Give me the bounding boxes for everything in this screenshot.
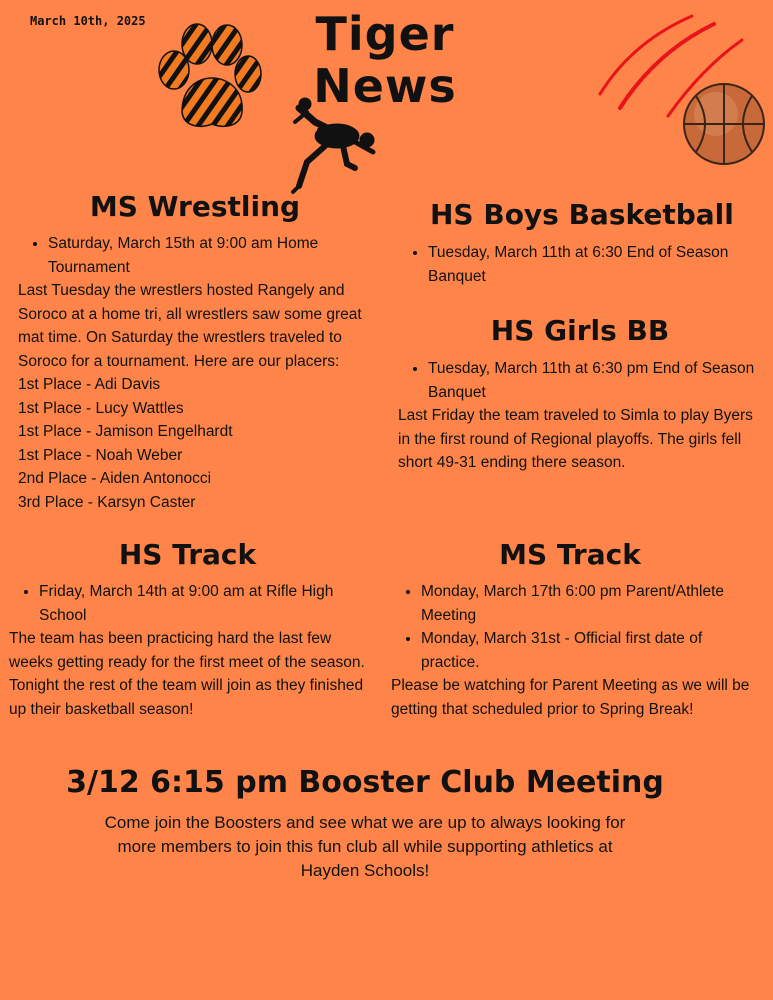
booster-paragraph: Come join the Boosters and see what we are up to always looking for more members to join this fun club all while supporting athletics at Hayden Schools! (104, 813, 626, 880)
wrestlers-icon (285, 92, 385, 200)
ms-wrestling-paragraph: Last Tuesday the wrestlers hosted Rangely and Soroco at a home tri, all wrestlers saw some great mat time. On Saturday the wrestlers traveled to Soroco for a tournament. Here are our placers: (18, 282, 362, 370)
ms-track-paragraph: Please be watching for Parent Meeting as we will be getting that scheduled prior to Spring Break! (391, 677, 750, 718)
ms-track-section (391, 580, 756, 721)
placer-item: 3rd Place - Karsyn Caster (18, 493, 196, 511)
hs-girls-bb-paragraph: Last Friday the team traveled to Simla to play Byers in the first round of Regional playoffs. The girls fell short 49-31 ending there season. (398, 407, 753, 471)
ms-wrestling-section (18, 232, 368, 514)
newsletter-date: March 10th, 2025 (30, 14, 146, 28)
list-item: • Tuesday, March 11th at 6:30 pm End of Season Banquet (428, 357, 760, 404)
booster-heading: 3/12 6:15 pm Booster Club Meeting (66, 765, 664, 800)
placer-item: 1st Place - Jamison Engelhardt (18, 423, 233, 440)
tiger-paw-icon (152, 20, 262, 132)
hs-track-paragraph: The team has been practicing hard the last few weeks getting ready for the first meet of the season. Tonight the rest of the team will join as they finished up their basketball season! (9, 630, 365, 718)
placer-item: 1st Place - Adi Davis (18, 376, 161, 393)
placer-item: 1st Place - Noah Weber (18, 446, 183, 464)
list-item: • Monday, March 31st - Official first date of practice. (421, 627, 756, 674)
hs-girls-bb-bullets (398, 357, 760, 404)
basketball-icon (682, 82, 766, 166)
title-line-2: News (313, 59, 457, 113)
list-item: • Saturday, March 15th at 9:00 am Home Tournament (48, 232, 368, 279)
list-item: • Friday, March 14th at 9:00 am at Rifle High School (39, 580, 374, 627)
placer-list (18, 373, 368, 514)
ms-track-bullets (391, 580, 756, 674)
hs-boys-basketball-heading: HS Boys Basketball (430, 198, 734, 231)
placer-item: 2nd Place - Aiden Antonocci (18, 470, 212, 487)
hs-track-section (9, 580, 374, 721)
list-item: • Tuesday, March 11th at 6:30 End of Season Banquet (428, 241, 758, 288)
list-item: • Monday, March 17th 6:00 pm Parent/Athlete Meeting (421, 580, 756, 627)
title-line-1: Tiger (315, 7, 455, 61)
ms-track-heading: MS Track (499, 538, 641, 571)
hs-track-heading: HS Track (118, 538, 257, 571)
hs-boys-basketball-bullets (398, 241, 758, 288)
placer-item: 1st Place - Lucy Wattles (18, 399, 184, 417)
hs-track-bullets (9, 580, 374, 627)
ms-wrestling-bullets (18, 232, 368, 279)
hs-boys-basketball-section (398, 241, 758, 288)
ms-wrestling-heading: MS Wrestling (89, 190, 301, 223)
hs-girls-bb-heading: HS Girls BB (490, 314, 670, 347)
hs-girls-bb-section (398, 357, 760, 475)
